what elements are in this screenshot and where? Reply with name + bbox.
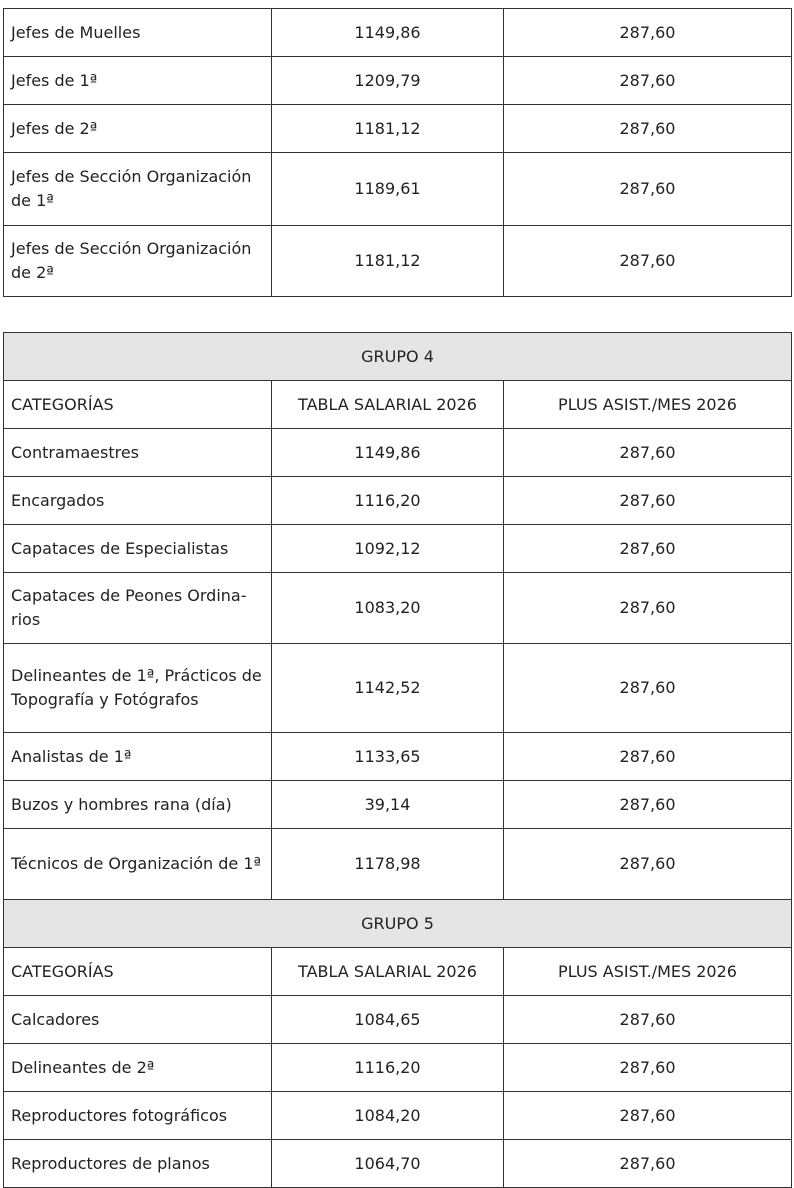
salary-table-groups [3, 332, 792, 1188]
salary-cell: 39,14 [272, 781, 504, 829]
table-row [4, 429, 792, 477]
group-header-row [4, 900, 792, 948]
table-row [4, 1044, 792, 1092]
table-row [4, 1092, 792, 1140]
salary-cell: 1189,61 [272, 153, 504, 226]
salary-cell: 1178,98 [272, 829, 504, 900]
table-row [4, 525, 792, 573]
plus-cell: 287,60 [504, 573, 792, 644]
category-cell: Jefes de Muelles [4, 9, 272, 57]
salary-cell: 1116,20 [272, 1044, 504, 1092]
plus-cell: 287,60 [504, 226, 792, 297]
category-cell: Jefes de Sección Organización de 2ª [4, 226, 272, 297]
plus-cell: 287,60 [504, 9, 792, 57]
category-cell: Técnicos de Organización de 1ª [4, 829, 272, 900]
plus-cell: 287,60 [504, 153, 792, 226]
plus-cell: 287,60 [504, 477, 792, 525]
table-row [4, 733, 792, 781]
table-row [4, 105, 792, 153]
table-row [4, 226, 792, 297]
salary-cell: 1084,65 [272, 996, 504, 1044]
plus-cell: 287,60 [504, 781, 792, 829]
column-header-category: CATEGORÍAS [4, 948, 272, 996]
group-header-row [4, 333, 792, 381]
category-cell: Jefes de 1ª [4, 57, 272, 105]
plus-cell: 287,60 [504, 429, 792, 477]
category-cell: Reproductores fotográficos [4, 1092, 272, 1140]
table-row [4, 9, 792, 57]
plus-cell: 287,60 [504, 105, 792, 153]
table-row [4, 153, 792, 226]
group-title: GRUPO 5 [4, 900, 792, 948]
category-cell: Capataces de Especialistas [4, 525, 272, 573]
plus-cell: 287,60 [504, 733, 792, 781]
salary-table-top [3, 8, 792, 297]
table-row [4, 1140, 792, 1188]
table-row [4, 829, 792, 900]
salary-cell: 1092,12 [272, 525, 504, 573]
category-cell: Capataces de Peones Ordina-rios [4, 573, 272, 644]
column-header-salary: TABLA SALARIAL 2026 [272, 948, 504, 996]
column-header-plus: PLUS ASIST./MES 2026 [504, 948, 792, 996]
category-cell: Encargados [4, 477, 272, 525]
salary-cell: 1083,20 [272, 573, 504, 644]
plus-cell: 287,60 [504, 525, 792, 573]
plus-cell: 287,60 [504, 829, 792, 900]
salary-cell: 1149,86 [272, 429, 504, 477]
column-header-row [4, 948, 792, 996]
table-row [4, 477, 792, 525]
category-cell: Delineantes de 2ª [4, 1044, 272, 1092]
column-header-row [4, 381, 792, 429]
salary-cell: 1181,12 [272, 105, 504, 153]
salary-cell: 1181,12 [272, 226, 504, 297]
salary-cell: 1084,20 [272, 1092, 504, 1140]
plus-cell: 287,60 [504, 996, 792, 1044]
salary-cell: 1064,70 [272, 1140, 504, 1188]
table-row [4, 644, 792, 733]
category-cell: Jefes de Sección Organización de 1ª [4, 153, 272, 226]
table-row [4, 781, 792, 829]
salary-cell: 1149,86 [272, 9, 504, 57]
category-cell: Calcadores [4, 996, 272, 1044]
plus-cell: 287,60 [504, 1044, 792, 1092]
table-row [4, 573, 792, 644]
plus-cell: 287,60 [504, 644, 792, 733]
salary-cell: 1142,52 [272, 644, 504, 733]
category-cell: Jefes de 2ª [4, 105, 272, 153]
salary-cell: 1116,20 [272, 477, 504, 525]
category-cell: Reproductores de planos [4, 1140, 272, 1188]
plus-cell: 287,60 [504, 1140, 792, 1188]
category-cell: Delineantes de 1ª, Prácticos de Topografía y Fotógrafos [4, 644, 272, 733]
table-row [4, 57, 792, 105]
category-cell: Analistas de 1ª [4, 733, 272, 781]
category-cell: Contramaestres [4, 429, 272, 477]
salary-cell: 1209,79 [272, 57, 504, 105]
salary-cell: 1133,65 [272, 733, 504, 781]
category-cell: Buzos y hombres rana (día) [4, 781, 272, 829]
plus-cell: 287,60 [504, 1092, 792, 1140]
plus-cell: 287,60 [504, 57, 792, 105]
column-header-category: CATEGORÍAS [4, 381, 272, 429]
column-header-salary: TABLA SALARIAL 2026 [272, 381, 504, 429]
group-title: GRUPO 4 [4, 333, 792, 381]
table-row [4, 996, 792, 1044]
column-header-plus: PLUS ASIST./MES 2026 [504, 381, 792, 429]
